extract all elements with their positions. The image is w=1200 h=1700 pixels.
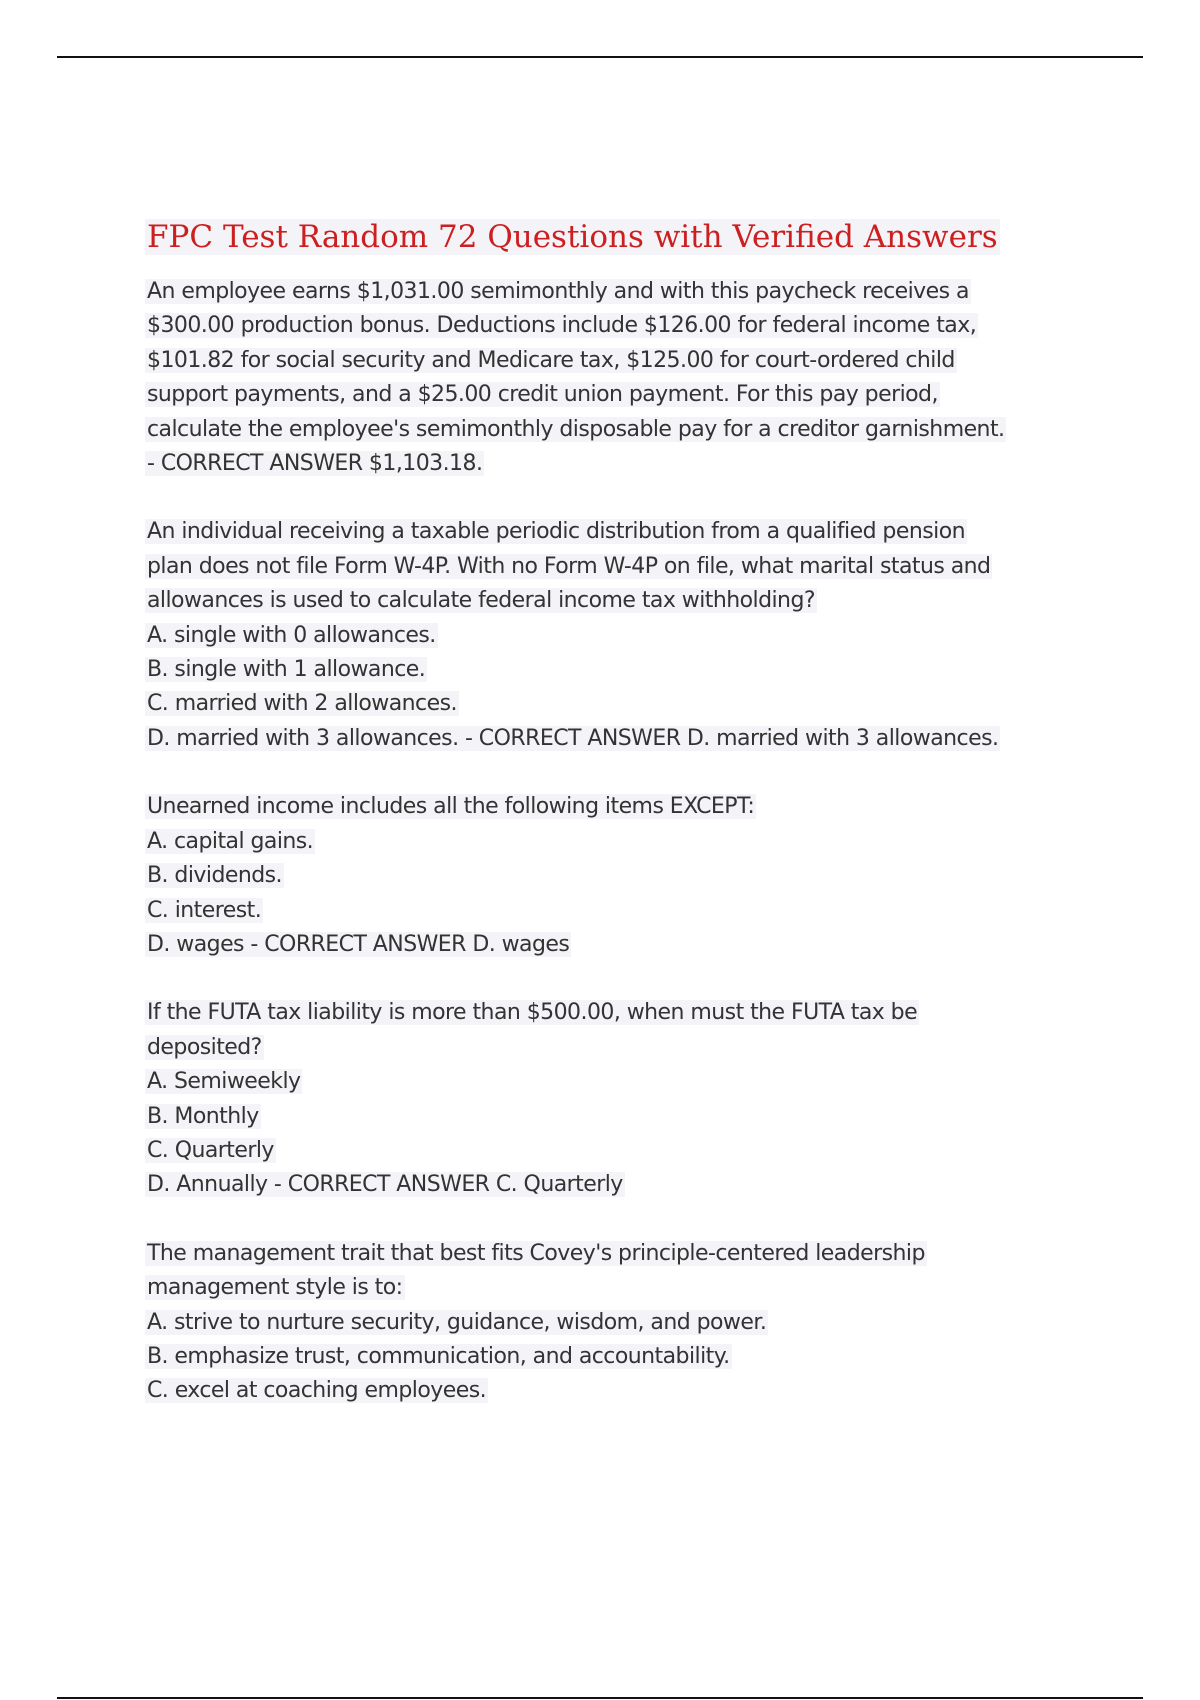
question-line-text: support payments, and a $25.00 credit union payment. For this pay period, <box>147 382 938 408</box>
question-line-text: A. Semiweekly <box>147 1069 301 1095</box>
question-line-text: An individual receiving a taxable periodic distribution from a qualified pension <box>147 519 966 545</box>
question-block <box>145 275 1095 481</box>
question-line-text: deposited? <box>147 1034 262 1060</box>
question-line-text: The management trait that best fits Covey's principle-centered leadership <box>147 1240 925 1266</box>
question-line <box>145 894 1095 928</box>
question-line <box>145 1340 1095 1374</box>
document-title-text: FPC Test Random 72 Questions with Verified Answers <box>147 219 998 255</box>
question-block <box>145 515 1095 756</box>
questions-list <box>145 275 1095 1409</box>
question-line-text: management style is to: <box>147 1275 403 1301</box>
question-line <box>145 378 1095 412</box>
question-line-text: C. excel at coaching employees. <box>147 1378 487 1404</box>
question-line-text: B. dividends. <box>147 863 283 889</box>
question-line <box>145 447 1095 481</box>
question-line-text: A. single with 0 allowances. <box>147 622 436 648</box>
question-line <box>145 687 1095 721</box>
question-line <box>145 859 1095 893</box>
question-line-text: calculate the employee's semimonthly disposable pay for a creditor garnishment. <box>147 416 1005 442</box>
question-line-text: A. strive to nurture security, guidance, wisdom, and power. <box>147 1309 767 1335</box>
question-block <box>145 790 1095 962</box>
question-line <box>145 1134 1095 1168</box>
question-line-text: A. capital gains. <box>147 828 314 854</box>
question-line-text: D. wages - CORRECT ANSWER D. wages <box>147 931 570 957</box>
question-line <box>145 1031 1095 1065</box>
question-line <box>145 1374 1095 1408</box>
question-line-text: An employee earns $1,031.00 semimonthly and with this paycheck receives a <box>147 279 969 304</box>
question-line-text: If the FUTA tax liability is more than $500.00, when must the FUTA tax be <box>147 1000 918 1026</box>
question-line-text: Unearned income includes all the following items EXCEPT: <box>147 794 755 820</box>
question-line <box>145 996 1095 1030</box>
question-line-text: C. Quarterly <box>147 1137 274 1163</box>
document-body <box>145 205 1095 1443</box>
question-line <box>145 550 1095 584</box>
question-line <box>145 928 1095 962</box>
question-line <box>145 515 1095 549</box>
question-line <box>145 344 1095 378</box>
question-line <box>145 1271 1095 1305</box>
question-line-text: plan does not file Form W-4P. With no Form W-4P on file, what marital status and <box>147 553 991 579</box>
question-line-text: B. Monthly <box>147 1103 259 1129</box>
question-line-text: C. married with 2 allowances. <box>147 691 457 717</box>
question-line <box>145 1306 1095 1340</box>
question-line <box>145 790 1095 824</box>
question-line-text: C. interest. <box>147 897 262 923</box>
question-line-text: allowances is used to calculate federal income tax withholding? <box>147 588 815 614</box>
question-line-text: B. emphasize trust, communication, and accountability. <box>147 1343 730 1369</box>
question-line <box>145 619 1095 653</box>
question-line <box>145 1237 1095 1271</box>
question-line-text: - CORRECT ANSWER $1,103.18. <box>147 451 483 477</box>
question-line <box>145 1065 1095 1099</box>
header-rule <box>57 56 1143 58</box>
question-line-text: B. single with 1 allowance. <box>147 657 426 683</box>
question-line <box>145 722 1095 756</box>
question-line-text: D. married with 3 allowances. - CORRECT ANSWER D. married with 3 allowances. <box>147 725 999 751</box>
question-line <box>145 1168 1095 1202</box>
footer-rule <box>57 1697 1143 1699</box>
question-line-text: D. Annually - CORRECT ANSWER C. Quarterly <box>147 1172 623 1198</box>
question-line <box>145 584 1095 618</box>
document-title <box>145 205 1095 269</box>
question-line-text: $101.82 for social security and Medicare tax, $125.00 for court-ordered child <box>147 347 955 373</box>
question-block <box>145 996 1095 1202</box>
question-line-text: $300.00 production bonus. Deductions include $126.00 for federal income tax, <box>147 313 977 339</box>
question-line <box>145 825 1095 859</box>
question-line <box>145 653 1095 687</box>
question-line <box>145 309 1095 343</box>
question-line <box>145 1100 1095 1134</box>
question-line <box>145 413 1095 447</box>
question-line <box>145 275 1095 309</box>
question-block <box>145 1237 1095 1409</box>
